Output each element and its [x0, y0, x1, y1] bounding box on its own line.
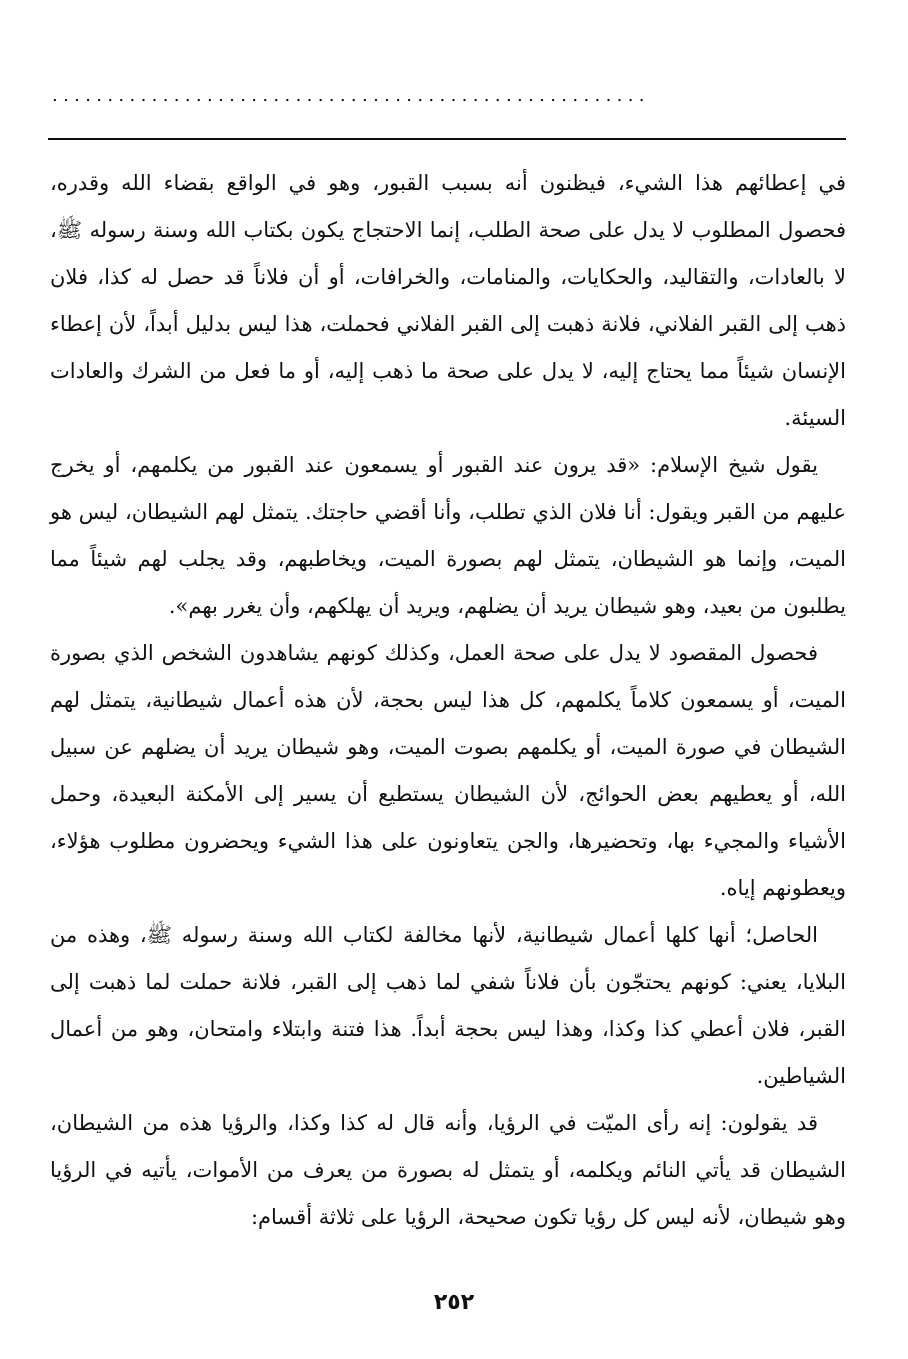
paragraph-2: يقول شيخ الإسلام: «قد يرون عند القبور أو يسمعون عند القبور من يكلمهم، أو يخرج عليهم من القبر ويقول: أنا فلان الذي تطلب، وأنا أقضي حاجتك. يتمثل لهم الشيطان، ليس هو الميت، وإنما هو الشيطان، يتمثل لهم بصورة الميت، ويخاطبهم، وقد يجلب لهم شيئاً مما يطلبون من بعيد، وهو شيطان يريد أن يضلهم، ويريد أن يهلكهم، وأن يغرر بهم».	[50, 453, 846, 618]
page-number: ٢٥٢	[433, 1290, 475, 1315]
paragraph-1: في إعطائهم هذا الشيء، فيظنون أنه بسبب القبور، وهو في الواقع بقضاء الله وقدره، فحصول المطلوب لا يدل على صحة الطلب، إنما الاحتجاج يكون بكتاب الله وسنة رسوله ﷺ، لا بالعادات، والتقاليد، والحكايات، والمنامات، والخرافات، أو أن فلاناً قد حصل له كذا، فلان ذهب إلى القبر الفلاني، فلانة ذهبت إلى القبر الفلاني فحملت، هذا ليس بدليل أبداً، لأن إعطاء الإنسان شيئاً مما يحتاج إليه، لا يدل على صحة ما ذهب إليه، أو ما فعل من الشرك والعادات السيئة.	[50, 171, 846, 430]
paragraph-5: قد يقولون: إنه رأى الميّت في الرؤيا، وأنه قال له كذا وكذا، والرؤيا هذه من الشيطان، الشيطان قد يأتي النائم ويكلمه، أو يتمثل له بصورة من يعرف من الأموات، يأتيه في الرؤيا وهو شيطان، لأنه ليس كل رؤيا تكون صحيحة، الرؤيا على ثلاثة أقسام:	[50, 1111, 846, 1229]
header-dotted-line: ......................................................	[52, 88, 650, 104]
page-body	[50, 160, 846, 1241]
paragraph-4: الحاصل؛ أنها كلها أعمال شيطانية، لأنها مخالفة لكتاب الله وسنة رسوله ﷺ، وهذه من البلايا، يعني: كونهم يحتجّون بأن فلاناً شفي لما ذهب إلى القبر، فلانة حملت لما ذهبت إلى القبر، فلان أعطي كذا وكذا، وهذا ليس بحجة أبداً. هذا فتنة وابتلاء وامتحان، وهو من أعمال الشياطين.	[50, 923, 846, 1088]
paragraph-3: فحصول المقصود لا يدل على صحة العمل، وكذلك كونهم يشاهدون الشخص الذي بصورة الميت، أو يسمعون كلاماً يكلمهم، كل هذا ليس بحجة، لأن هذه أعمال شيطانية، يتمثل لهم الشيطان في صورة الميت، أو يكلمهم بصوت الميت، وهو شيطان يريد أن يضلهم عن سبيل الله، أو يعطيهم بعض الحوائج، لأن الشيطان يستطيع أن يسير إلى الأمكنة البعيدة، وحمل الأشياء والمجيء بها، وتحضيرها، والجن يتعاونون على هذا الشيء ويحضرون مطلوب هؤلاء، ويعطونهم إياه.	[50, 641, 846, 900]
header-rule	[48, 138, 846, 140]
